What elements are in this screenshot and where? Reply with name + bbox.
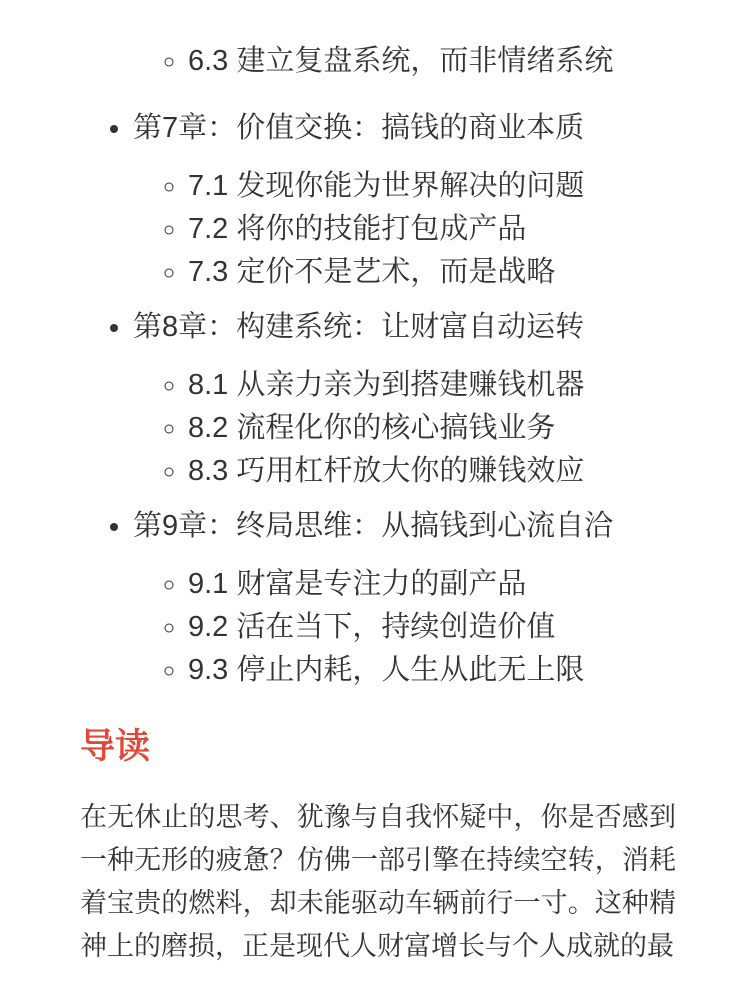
toc-subitem: ◦ 8.1 从亲力亲为到搭建赚钱机器	[188, 364, 676, 407]
toc-subitem: ◦ 8.3 巧用杠杆放大你的赚钱效应	[188, 450, 676, 493]
toc-sublist	[133, 364, 676, 493]
toc-subitem: ◦ 9.3 停止内耗，人生从此无上限	[188, 649, 676, 692]
toc-sublist	[133, 165, 676, 294]
toc-subitem: ◦ 7.3 定价不是艺术，而是战略	[188, 251, 676, 294]
table-of-contents	[80, 40, 676, 692]
toc-subitem: ◦ 9.2 活在当下，持续创造价值	[188, 606, 676, 649]
intro-paragraph: 在无休止的思考、犹豫与自我怀疑中，你是否感到一种无形的疲惫？仿佛一部引擎在持续空转，消耗着宝贵的燃料，却未能驱动车辆前行一寸。这种精神上的磨损，正是现代人财富增长与个人成就的最	[80, 802, 676, 961]
chapter-6-continuation	[133, 40, 676, 83]
toc-chapter	[133, 505, 676, 692]
toc-chapter	[133, 306, 676, 493]
toc-chapter-title: 第9章：终局思维：从搞钱到心流自洽	[133, 510, 614, 542]
toc-chapter-title: 第8章：构建系统：让财富自动运转	[133, 311, 585, 343]
toc-chapter-title: 第7章：价值交换：搞钱的商业本质	[133, 112, 585, 144]
toc-subitem: ◦ 8.2 流程化你的核心搞钱业务	[188, 407, 676, 450]
toc-subitem: ◦ 6.3 建立复盘系统，而非情绪系统	[188, 40, 676, 83]
toc-sublist	[133, 40, 676, 83]
section-heading: 导读	[80, 727, 151, 766]
toc-subitem: ◦ 7.2 将你的技能打包成产品	[188, 208, 676, 251]
toc-subitem: ◦ 7.1 发现你能为世界解决的问题	[188, 165, 676, 208]
toc-chapter	[133, 107, 676, 294]
toc-subitem: ◦ 9.1 财富是专注力的副产品	[188, 563, 676, 606]
toc-sublist	[133, 563, 676, 692]
